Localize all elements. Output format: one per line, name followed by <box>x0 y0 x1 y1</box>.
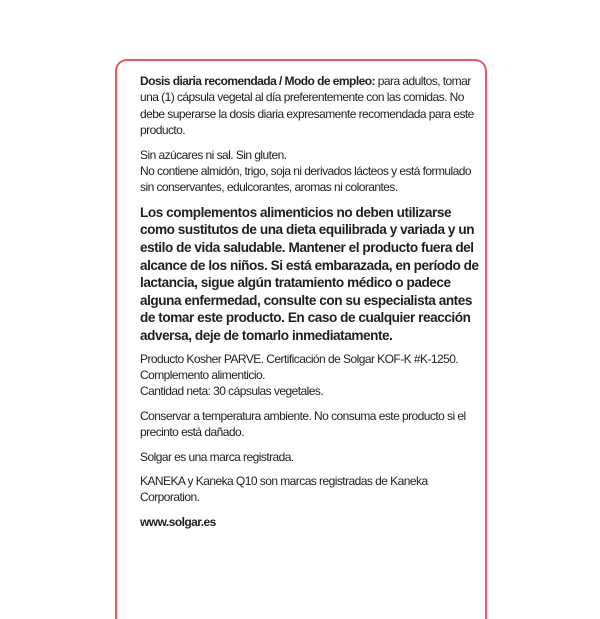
kaneka-trademark-paragraph: KANEKA y Kaneka Q10 son marcas registradas de Kaneka Corporation. <box>140 474 428 505</box>
kosher-certification: Producto Kosher PARVE. Certificación de Solgar KOF-K #K-1250. <box>140 351 459 366</box>
dosage-heading: Dosis diaria recomendada / Modo de empleo: <box>140 74 375 88</box>
free-from-paragraph <box>140 147 480 196</box>
label-content <box>140 73 480 538</box>
free-from-line: Sin azúcares ni sal. Sin gluten. <box>140 147 287 162</box>
product-category: Complemento alimenticio. <box>140 368 265 382</box>
dosage-text: para adultos, tomar una (1) cápsula vegetal al día preferentemente con las comidas. No debe superarse la dosis diaria expresamente recomendada para este producto. <box>140 74 474 138</box>
ingredients-exclusion-line: No contiene almidón, trigo, soja ni derivados lácteos y está formulado sin conservantes, edulcorantes, aromas ni colorantes. <box>140 164 472 195</box>
net-quantity: Cantidad neta: 30 cápsulas vegetales. <box>140 384 324 399</box>
warning-paragraph: Los complementos alimenticios no deben utilizarse como sustitutos de una dieta equilibrada y variada y un estilo de vida saludable. Mantener el producto fuera del alcance de los niños. Si está embarazada, en período de lactancia, sigue algún tratamiento médico o padece alguna enfermedad, consulte con su especialista antes de tomar este producto. En caso de cualquier reacción adversa, deje de tomarlo inmediatamente. <box>140 204 479 343</box>
dosage-paragraph <box>140 73 480 139</box>
storage-paragraph: Conservar a temperatura ambiente. No consuma este producto si el precinto está dañado. <box>140 408 466 440</box>
product-info-paragraph <box>140 351 480 400</box>
trademark-paragraph: Solgar es una marca registrada. <box>140 449 294 464</box>
website-link[interactable]: www.solgar.es <box>140 514 216 529</box>
